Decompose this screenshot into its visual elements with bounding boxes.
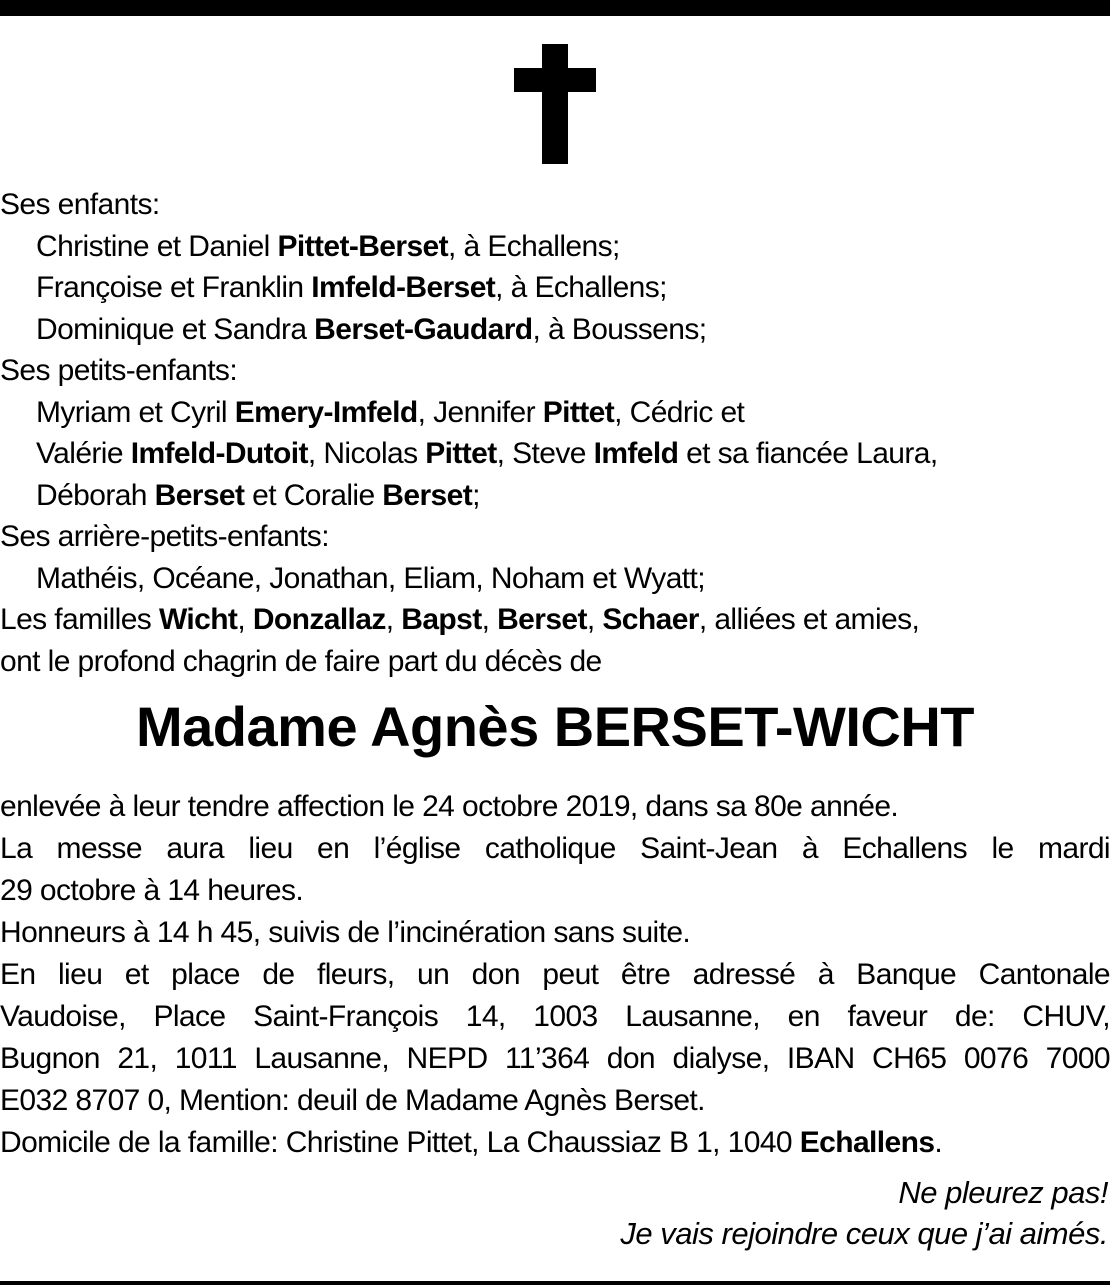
deceased-name: Madame Agnès BERSET-WICHT [136, 695, 974, 758]
child-line: Christine et Daniel Pittet-Berset, à Echallens; [36, 229, 620, 263]
quote-line: Je vais rejoindre ceux que j’ai aimés. [620, 1216, 1108, 1251]
cross-icon [514, 44, 596, 164]
families-line: Les familles Wicht, Donzallaz, Bapst, Berset, Schaer, alliées et amies, [0, 603, 920, 636]
family-list [0, 184, 1110, 682]
great-grandchildren-line: Mathéis, Océane, Jonathan, Eliam, Noham et Wyatt; [36, 561, 705, 595]
details-line: 29 octobre à 14 heures. [0, 874, 304, 907]
details-line: La messe aura lieu en l’église catholique Saint-Jean à Echallens le mardi [0, 832, 1110, 865]
bottom-rule [0, 1281, 1110, 1285]
details-line: E032 8707 0, Mention: deuil de Madame Agnès Berset. [0, 1084, 705, 1117]
details-block [0, 786, 1110, 1164]
closing-quote [620, 1172, 1108, 1254]
details-line: Vaudoise, Place Saint-François 14, 1003 Lausanne, en faveur de: CHUV, [0, 1000, 1110, 1033]
child-line: Françoise et Franklin Imfeld-Berset, à Echallens; [36, 271, 667, 304]
details-line: enlevée à leur tendre affection le 24 octobre 2019, dans sa 80e année. [0, 790, 899, 823]
details-line: En lieu et place de fleurs, un don peut être adressé à Banque Cantonale [0, 958, 1110, 991]
children-heading: Ses enfants: [0, 188, 160, 221]
grandchildren-line: Myriam et Cyril Emery-Imfeld, Jennifer Pittet, Cédric et [36, 395, 745, 429]
grandchildren-line: Déborah Berset et Coralie Berset; [36, 478, 480, 512]
top-rule [0, 0, 1110, 16]
child-line: Dominique et Sandra Berset-Gaudard, à Boussens; [36, 312, 707, 346]
grandchildren-heading: Ses petits-enfants: [0, 354, 238, 387]
grandchildren-line: Valérie Imfeld-Dutoit, Nicolas Pittet, Steve Imfeld et sa fiancée Laura, [36, 437, 938, 470]
details-line: Honneurs à 14 h 45, suivis de l’incinération sans suite. [0, 916, 691, 949]
domicile-line: Domicile de la famille: Christine Pittet, La Chaussiaz B 1, 1040 Echallens. [0, 1126, 943, 1159]
announcement-line: ont le profond chagrin de faire part du décès de [0, 644, 602, 678]
quote-line: Ne pleurez pas! [898, 1175, 1108, 1210]
details-line: Bugnon 21, 1011 Lausanne, NEPD 11’364 don dialyse, IBAN CH65 0076 7000 [0, 1042, 1110, 1075]
great-grandchildren-heading: Ses arrière-petits-enfants: [0, 520, 329, 553]
